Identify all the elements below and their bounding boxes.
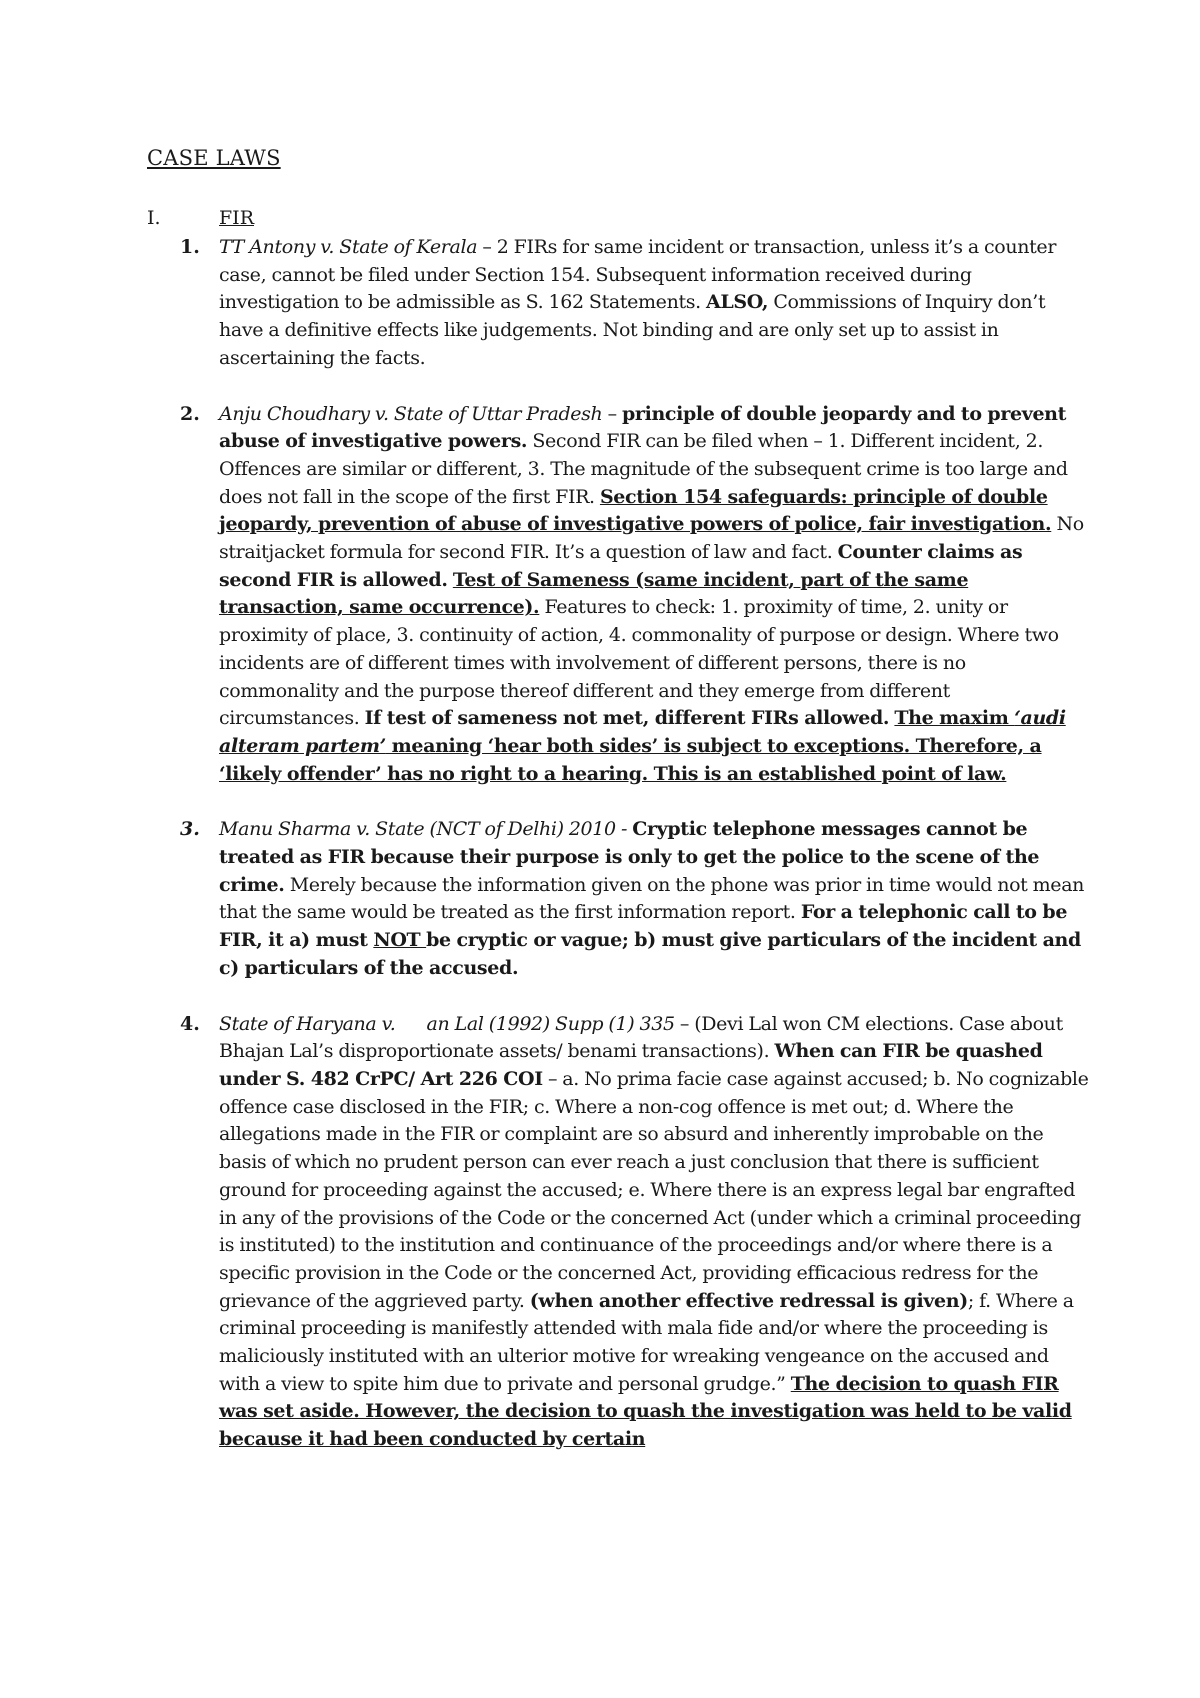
bold-run: Cryptic telephone messages cannot be treated as FIR because their purpose is only to get the police to the scene of the crime.	[219, 818, 1040, 896]
bold-run: When can FIR be quashed under S. 482 CrPC/ Art 226 COI	[219, 1040, 1043, 1090]
text-run: –	[602, 402, 622, 425]
bold-run: principle of double jeopardy and to prevent abuse of investigative powers.	[219, 402, 1067, 453]
bold-run: (when another effective redressal is given)	[529, 1289, 968, 1312]
text-run: – 2 FIRs for same incident or transaction, unless it’s a counter case, cannot be filed under Section 154. Subsequent information received during investigation to be admissible as S. 162 Statements.	[219, 236, 1057, 314]
page-title: CASE LAWS	[147, 146, 281, 170]
bold-run: Counter claims as second FIR is allowed.	[219, 541, 1023, 591]
case-name: Anju Choudhary v. State of Uttar Pradesh	[219, 402, 603, 425]
section-number: I.	[147, 207, 161, 229]
bold-run: For a telephonic call to be FIR, it a) must	[219, 901, 1068, 952]
item-number: 1.	[180, 236, 200, 258]
text-run: ; f. Where a criminal proceeding is manifestly attended with mala fide and/or where the proceeding is maliciously instituted with an ulterior motive for wreaking vengeance on the accused and with a view to spite him due to private and personal grudge.”	[219, 1289, 1074, 1395]
text-run: Features to check: 1. proximity of time, 2. unity or proximity of place, 3. continuity of action, 4. commonality of purpose or design. Where two incidents are of different times with involvement of different persons, there is no commonality and the purpose thereof different and they emerge from different circumstances.	[219, 596, 1059, 730]
case-item-1	[0, 234, 1200, 373]
item-number: 3.	[180, 818, 200, 841]
case-item-3	[0, 816, 1200, 982]
case-name: State of Haryana v. an Lal (1992) Supp (1) 335	[219, 1012, 675, 1035]
item-number: 2.	[180, 402, 200, 425]
case-item-2	[0, 401, 1200, 789]
case-name: Manu Sharma v. State (NCT of Delhi) 2010 -	[219, 818, 628, 841]
item-text	[219, 234, 1089, 373]
case-list	[0, 234, 1200, 1482]
item-number: 4.	[180, 1012, 200, 1035]
case-name: TT Antony v. State of Kerala	[219, 236, 478, 258]
text-run: Commissions of Inquiry don’t have a definitive effects like judgements. Not binding and are only set up to assist in ascertaining the facts.	[219, 291, 1046, 369]
text-run: – (Devi Lal won CM elections. Case about Bhajan Lal’s disproportionate assets/ benami transactions).	[219, 1012, 1063, 1063]
bold-underline-run: Section 154 safeguards: principle of double jeopardy, prevention of abuse of investigative powers of police, fair investigation.	[219, 485, 1052, 536]
bold-underline-run: Test of Sameness (same incident, part of the same transaction, same occurrence).	[219, 568, 969, 619]
text-run: Second FIR can be filed when – 1. Different incident, 2. Offences are similar or different, 3. The magnitude of the subsequent crime is too large and does not fall in the scope of the first FIR.	[219, 430, 1068, 508]
case-item-4	[0, 1011, 1200, 1454]
maxim: ‘audi alteram partem’	[219, 707, 1066, 757]
bold-run: ALSO,	[706, 291, 769, 314]
bold-underline-run: The decision to quash FIR was set aside. However, the decision to quash the investigation was held to be valid because it had been conducted by certain	[219, 1372, 1072, 1451]
item-text	[219, 816, 1089, 982]
item-text	[219, 401, 1089, 789]
bold-run: If test of sameness not met, different FIRs allowed.	[364, 707, 890, 730]
section-title: FIR	[219, 207, 254, 229]
text-run: Merely because the information given on the phone was prior in time would not mean that the same would be treated as the first information report.	[219, 873, 1085, 924]
bold-underline-run: meaning ‘hear both sides’ is subject to exceptions. Therefore, a ‘likely offender’ has no right to a hearing. This is an established point of law.	[219, 734, 1042, 785]
text-run: No straitjacket formula for second FIR. It’s a question of law and fact.	[219, 513, 1084, 564]
bold-underline-run: NOT	[373, 929, 427, 952]
item-text	[219, 1011, 1089, 1454]
bold-run: be cryptic or vague; b) must give particulars of the incident and c) particulars of the accused.	[219, 929, 1081, 979]
text-run: – a. No prima facie case against accused; b. No cognizable offence case disclosed in the FIR; c. Where a non-cog offence is met out; d. Where the allegations made in the FIR or complaint are so absurd and inherently improbable on the basis of which no prudent person can ever reach a just conclusion that there is sufficient ground for proceeding against the accused; e. Where there is an express legal bar engrafted in any of the provisions of the Code or the concerned Act (under which a criminal proceeding is instituted) to the institution and continuance of the proceedings and/or where there is a specific provision in the Code or the concerned Act, providing efficacious redress for the grievance of the aggrieved party.	[219, 1067, 1089, 1312]
bold-underline-run: The maxim	[894, 707, 1015, 730]
